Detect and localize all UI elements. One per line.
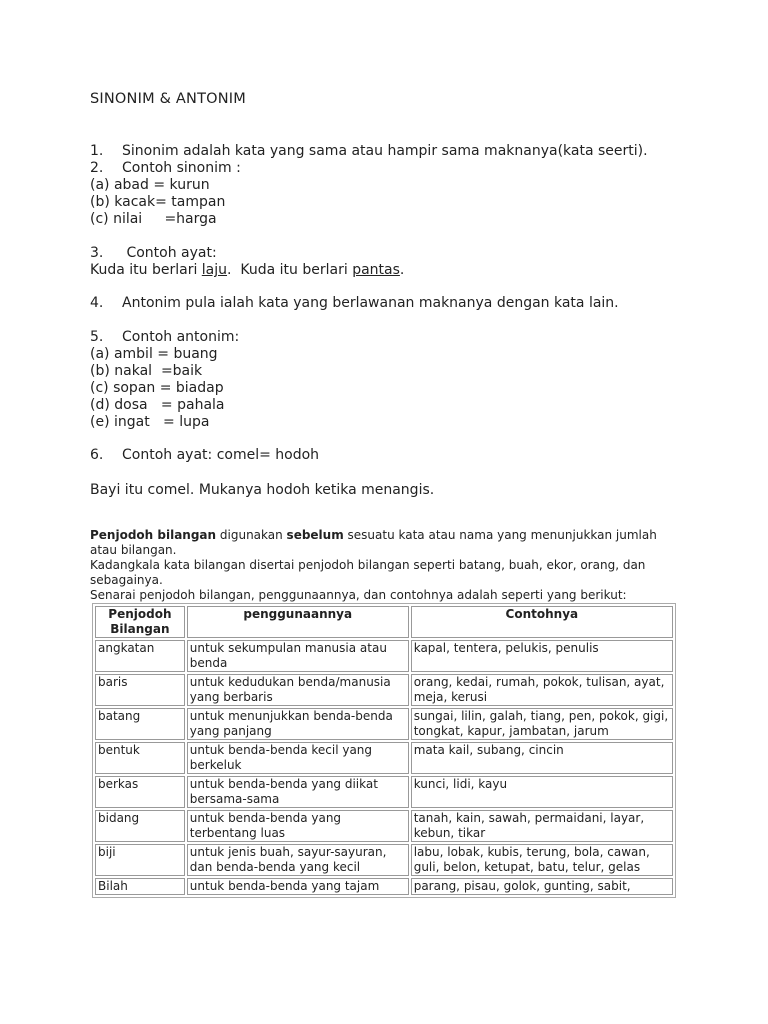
table-cell: kunci, lidi, kayu bbox=[411, 776, 673, 808]
table-row bbox=[95, 776, 673, 808]
point-5 bbox=[90, 329, 239, 346]
antonim-item: (c) sopan = biadap bbox=[90, 380, 224, 396]
table-header-row bbox=[95, 606, 673, 638]
point-text: Contoh sinonim : bbox=[122, 160, 241, 176]
table-cell: kapal, tentera, pelukis, penulis bbox=[411, 640, 673, 672]
point-1 bbox=[90, 143, 648, 160]
point-number: 6. bbox=[90, 447, 104, 463]
antonim-item: (a) ambil = buang bbox=[90, 346, 218, 362]
intro-text: sesuatu kata atau nama yang menunjukkan jumlah atau bilangan. bbox=[90, 528, 657, 557]
table-cell: Bilah bbox=[95, 878, 185, 895]
table-cell: baris bbox=[95, 674, 185, 706]
bold-term: Penjodoh bilangan bbox=[90, 528, 217, 542]
table-row bbox=[95, 844, 673, 876]
point-text: Antonim pula ialah kata yang berlawanan maknanya dengan kata lain. bbox=[122, 295, 619, 311]
point-text: Contoh ayat: bbox=[122, 245, 217, 261]
intro-line-2: Kadangkala kata bilangan disertai penjodoh bilangan seperti batang, buah, ekor, orang, dan sebagainya. bbox=[90, 558, 646, 587]
intro-text: digunakan bbox=[216, 528, 287, 542]
sinonim-item: (b) kacak= tampan bbox=[90, 194, 226, 210]
underlined-word: laju bbox=[201, 262, 228, 278]
table-cell: sungai, lilin, galah, tiang, pen, pokok, gigi, tongkat, kapur, jambatan, jarum bbox=[411, 708, 673, 740]
bold-term: sebelum bbox=[286, 528, 344, 542]
intro-paragraph bbox=[90, 528, 680, 558]
table-cell: labu, lobak, kubis, terung, bola, cawan, guli, belon, ketupat, batu, telur, gelas bbox=[411, 844, 673, 876]
column-header: Contohnya bbox=[411, 606, 673, 638]
table-cell: untuk sekumpulan manusia atau benda bbox=[187, 640, 409, 672]
table-cell: untuk menunjukkan benda-benda yang panjang bbox=[187, 708, 409, 740]
table-cell: parang, pisau, golok, gunting, sabit, bbox=[411, 878, 673, 895]
sentence-part: . Kuda itu berlari bbox=[227, 262, 353, 278]
antonim-item: (b) nakal =baik bbox=[90, 363, 203, 379]
penjodoh-bilangan-table bbox=[92, 603, 676, 898]
sinonim-item: (a) abad = kurun bbox=[90, 177, 210, 193]
table-row bbox=[95, 878, 673, 895]
point-number: 4. bbox=[90, 295, 104, 311]
point-2 bbox=[90, 160, 241, 177]
point-number: 1. bbox=[90, 143, 104, 159]
column-header: Penjodoh Bilangan bbox=[95, 606, 185, 638]
table-cell: untuk benda-benda kecil yang berkeluk bbox=[187, 742, 409, 774]
sentence-part: Kuda itu berlari bbox=[90, 262, 202, 278]
point-text: Contoh antonim: bbox=[122, 329, 240, 345]
point-4 bbox=[90, 295, 619, 312]
table-cell: mata kail, subang, cincin bbox=[411, 742, 673, 774]
antonim-item: (e) ingat = lupa bbox=[90, 414, 210, 430]
point-text: Contoh ayat: comel= hodoh bbox=[122, 447, 320, 463]
table-cell: angkatan bbox=[95, 640, 185, 672]
example-sentence-2: Bayi itu comel. Mukanya hodoh ketika menangis. bbox=[90, 482, 435, 498]
page-title: SINONIM & ANTONIM bbox=[90, 91, 246, 107]
example-sentence-1 bbox=[90, 262, 404, 279]
point-6 bbox=[90, 447, 319, 464]
table-cell: orang, kedai, rumah, pokok, tulisan, ayat, meja, kerusi bbox=[411, 674, 673, 706]
table-cell: untuk benda-benda yang diikat bersama-sama bbox=[187, 776, 409, 808]
table-row bbox=[95, 742, 673, 774]
table-cell: untuk benda-benda yang terbentang luas bbox=[187, 810, 409, 842]
antonim-item: (d) dosa = pahala bbox=[90, 397, 225, 413]
table-row bbox=[95, 810, 673, 842]
intro-line-3: Senarai penjodoh bilangan, penggunaannya, dan contohnya adalah seperti yang berikut: bbox=[90, 588, 627, 602]
point-number: 3. bbox=[90, 245, 104, 261]
column-header: penggunaannya bbox=[187, 606, 409, 638]
table-cell: biji bbox=[95, 844, 185, 876]
table-row bbox=[95, 674, 673, 706]
table-cell: untuk kedudukan benda/manusia yang berbaris bbox=[187, 674, 409, 706]
table-row bbox=[95, 640, 673, 672]
table-cell: bentuk bbox=[95, 742, 185, 774]
table-cell: tanah, kain, sawah, permaidani, layar, kebun, tikar bbox=[411, 810, 673, 842]
table-cell: berkas bbox=[95, 776, 185, 808]
table-cell: bidang bbox=[95, 810, 185, 842]
point-text: Sinonim adalah kata yang sama atau hampir sama maknanya(kata seerti). bbox=[122, 143, 648, 159]
sentence-part: . bbox=[399, 262, 405, 278]
point-3 bbox=[90, 245, 217, 262]
point-number: 5. bbox=[90, 329, 104, 345]
table-cell: batang bbox=[95, 708, 185, 740]
table-cell: untuk benda-benda yang tajam bbox=[187, 878, 409, 895]
point-number: 2. bbox=[90, 160, 104, 176]
table-cell: untuk jenis buah, sayur-sayuran, dan benda-benda yang kecil bbox=[187, 844, 409, 876]
sinonim-item: (c) nilai =harga bbox=[90, 211, 217, 227]
underlined-word: pantas bbox=[352, 262, 400, 278]
table-row bbox=[95, 708, 673, 740]
